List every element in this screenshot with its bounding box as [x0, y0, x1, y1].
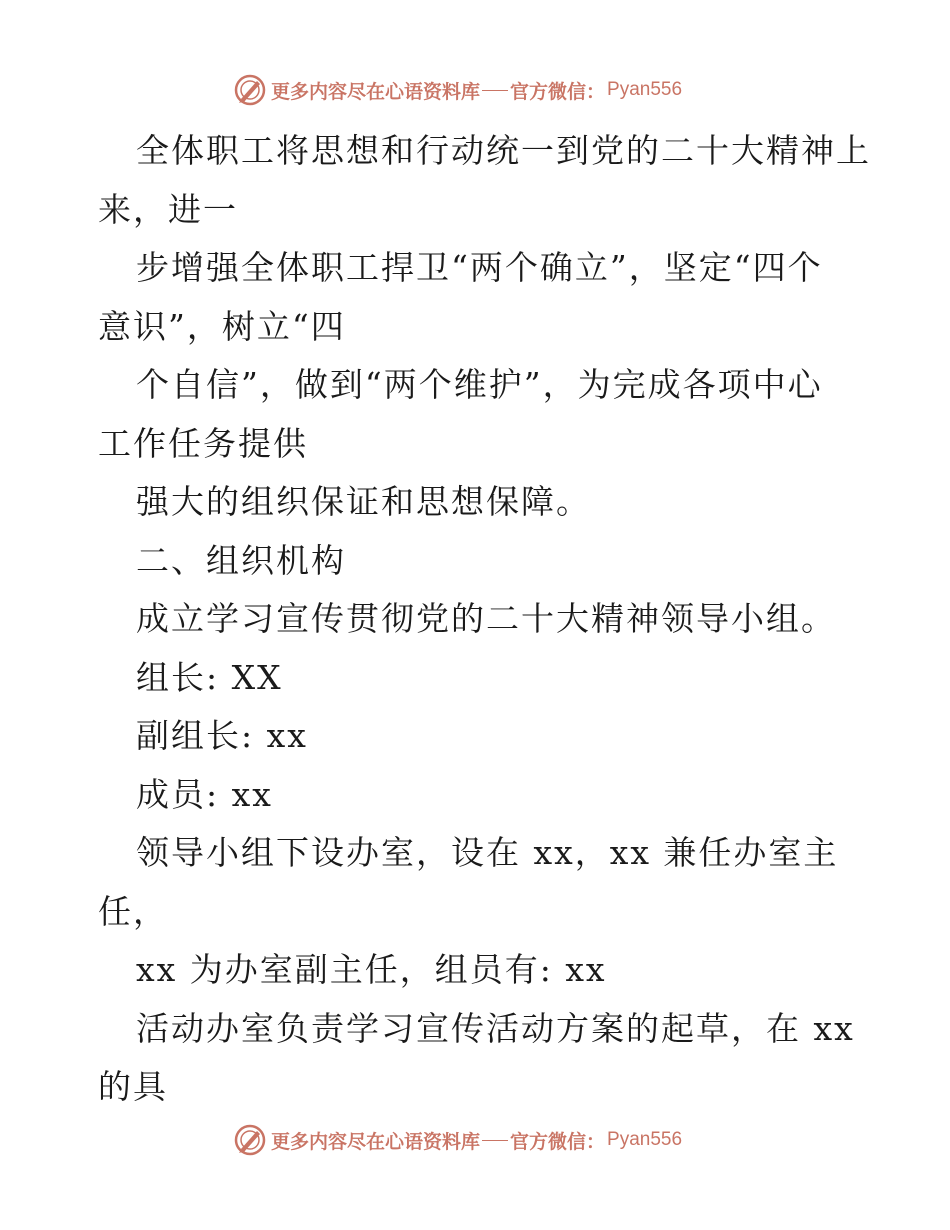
text-line: 步增强全体职工捍卫“两个确立”，坚定“四个 — [136, 248, 823, 287]
text-line: 来，进一 — [98, 189, 238, 229]
text-line: 强大的组织保证和思想保障。 — [136, 482, 591, 521]
text-line: 个自信”，做到“两个维护”，为完成各项中心 — [136, 365, 823, 404]
text-line: 意识”，树立“四 — [98, 306, 346, 346]
body-text — [98, 122, 871, 1117]
text-line: 副组长: xx — [136, 716, 308, 755]
text-line: 成员: xx — [136, 774, 273, 814]
text-line: 工作任务提供 — [98, 423, 308, 463]
watermark-text: 更多内容尽在心语资料库 — [271, 1130, 481, 1153]
text-line: 成立学习宣传贯彻党的二十大精神领导小组。 — [136, 599, 836, 638]
text-line: 活动办室负责学习宣传活动方案的起草，在 xx — [136, 1008, 855, 1048]
text-line: 任， — [98, 891, 168, 931]
header-watermark — [233, 72, 682, 108]
text-line: 领导小组下设办室，设在 xx，xx 兼任办室主 — [136, 833, 839, 872]
text-line: 组长: XX — [136, 657, 283, 697]
watermark-text: 更多内容尽在心语资料库 — [271, 80, 481, 103]
watermark-label: 官方微信： — [510, 80, 606, 103]
watermark-dash — [482, 90, 508, 91]
footer-watermark — [233, 1122, 682, 1158]
watermark-label: 官方微信： — [510, 1130, 606, 1153]
watermark-id: Pyan556 — [607, 1129, 683, 1150]
pen-logo-icon — [233, 1123, 267, 1157]
pen-logo-icon — [233, 73, 267, 107]
text-line: 全体职工将思想和行动统一到党的二十大精神上 — [136, 131, 871, 170]
watermark-dash — [482, 1140, 508, 1141]
text-line: 二、组织机构 — [136, 540, 346, 580]
text-line: xx 为办室副主任，组员有: xx — [136, 950, 607, 989]
text-line: 的具 — [98, 1067, 168, 1106]
watermark-id: Pyan556 — [607, 79, 683, 100]
